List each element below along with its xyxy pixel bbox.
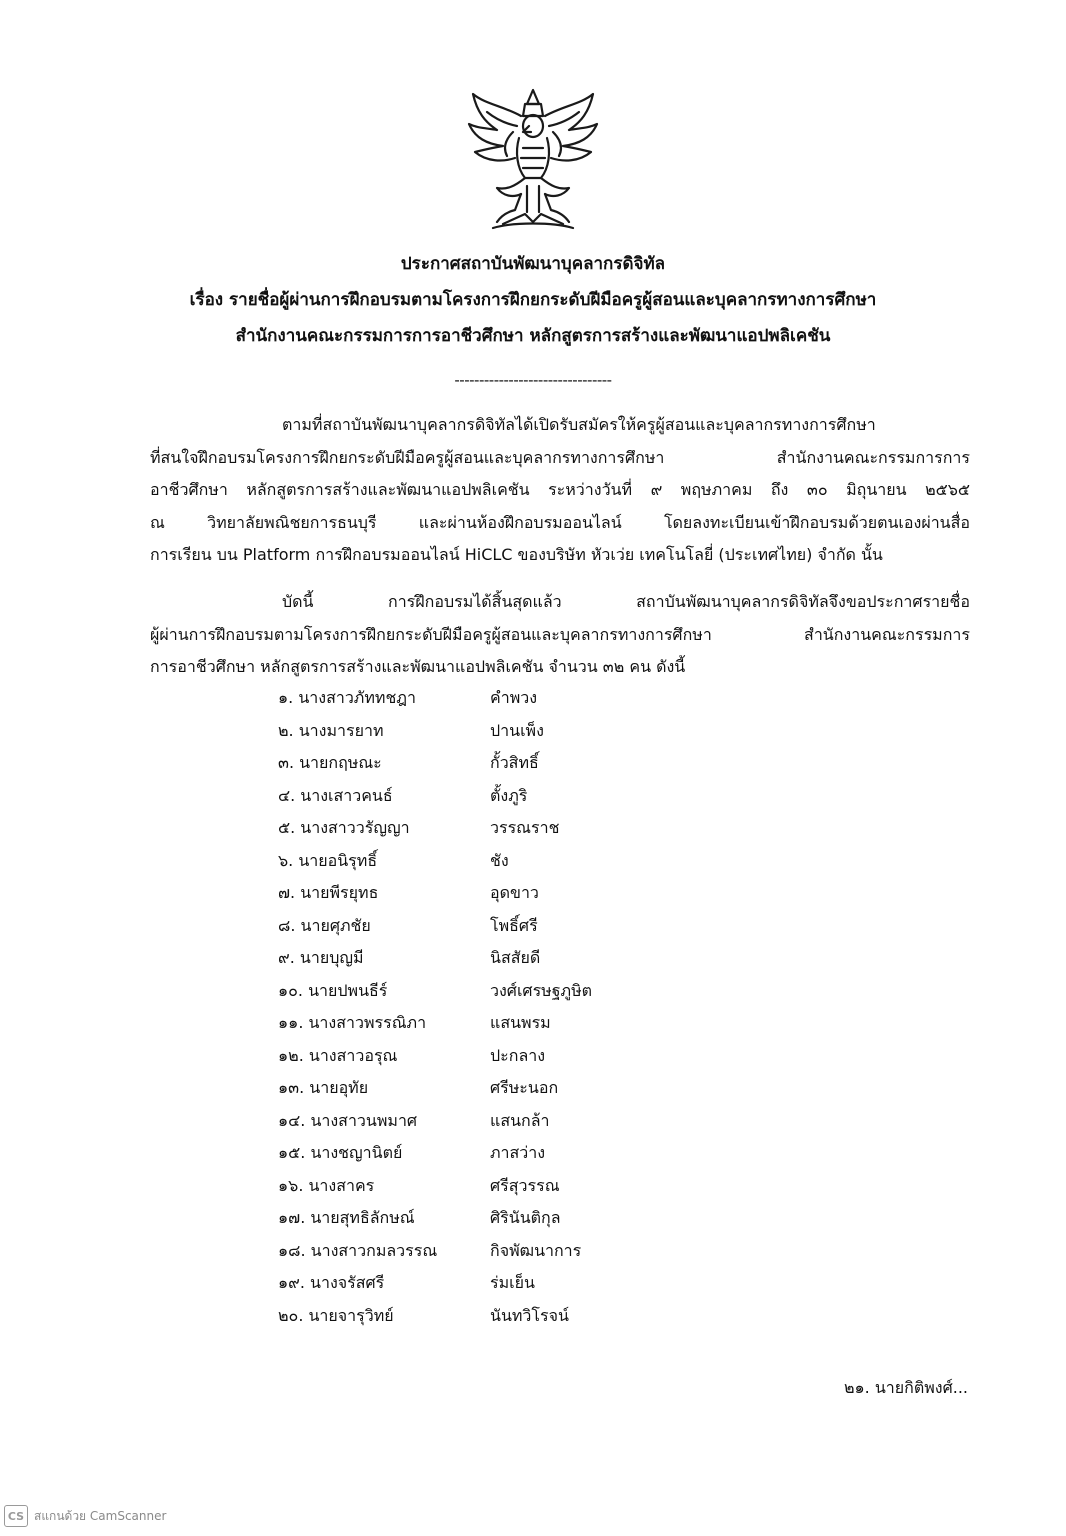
participant-name: ๒๐. นายจารุวิทย์ bbox=[278, 1305, 394, 1325]
camscanner-logo-icon: CS bbox=[4, 1505, 28, 1527]
participant-name: ๑๑. นางสาวพรรณิภา bbox=[278, 1013, 427, 1032]
participant-surname: กิจพัฒนาการ bbox=[490, 1240, 582, 1260]
participant-name: ๔. นางเสาวคนธ์ bbox=[278, 785, 393, 805]
participant-surname: ศรีษะนอก bbox=[490, 1078, 559, 1097]
participant-surname: ภาสว่าง bbox=[490, 1143, 546, 1162]
paragraph-line: ที่สนใจฝึกอบรมโครงการฝึกยกระดับฝีมือครูผู้สอนและบุคลากรทางการศึกษา สำนักงานคณะกรรมการการ bbox=[150, 447, 970, 467]
participant-list bbox=[278, 682, 878, 1332]
participant-name: ๑๓. นายอุทัย bbox=[278, 1078, 369, 1097]
participant-name: ๑๕. นางชญานิตย์ bbox=[278, 1143, 403, 1162]
paragraph-line: ตามที่สถาบันพัฒนาบุคลากรดิจิทัลได้เปิดรับสมัครให้ครูผู้สอนและบุคลากรทางการศึกษา bbox=[282, 415, 876, 434]
list-item bbox=[278, 780, 878, 813]
list-item bbox=[278, 1007, 878, 1040]
paragraph-line: บัดนี้ การฝึกอบรมได้สิ้นสุดแล้ว สถาบันพัฒนาบุคลากรดิจิทัลจึงขอประกาศรายชื่อ bbox=[282, 592, 970, 611]
continuation-marker: ๒๑. นายกิติพงศ์... bbox=[843, 1378, 968, 1397]
participant-name: ๑๙. นางจรัสศรี bbox=[278, 1273, 385, 1292]
participant-surname: อุดขาว bbox=[490, 883, 539, 902]
paragraph-result bbox=[150, 586, 970, 684]
participant-name: ๑๖. นางสาคร bbox=[278, 1175, 375, 1195]
participant-surname: นิสสัยดี bbox=[490, 948, 541, 967]
list-item bbox=[278, 975, 878, 1008]
list-item bbox=[278, 845, 878, 878]
list-item bbox=[278, 812, 878, 845]
participant-surname: แสนพรม bbox=[490, 1013, 551, 1032]
list-item bbox=[278, 682, 878, 715]
paragraph-line: อาชีวศึกษา หลักสูตรการสร้างและพัฒนาแอปพลิเคชัน ระหว่างวันที่ ๙ พฤษภาคม ถึง ๓๐ มิถุนายน ๒๕๖๕ bbox=[150, 480, 970, 499]
participant-name: ๑๒. นางสาวอรุณ bbox=[278, 1045, 398, 1065]
list-item bbox=[278, 1105, 878, 1138]
participant-name: ๙. นายบุญมี bbox=[278, 948, 364, 967]
participant-name: ๑๘. นางสาวกมลวรรณ bbox=[278, 1240, 438, 1260]
list-item bbox=[278, 910, 878, 943]
list-item bbox=[278, 1072, 878, 1105]
participant-surname: ศิรินันติกุล bbox=[490, 1208, 561, 1227]
participant-surname: แสนกล้า bbox=[490, 1110, 550, 1130]
list-item bbox=[278, 715, 878, 748]
list-item bbox=[278, 747, 878, 780]
participant-name: ๓. นายกฤษณะ bbox=[278, 753, 382, 772]
participant-name: ๑๐. นายปพนธีร์ bbox=[278, 980, 388, 1000]
participant-surname: ปะกลาง bbox=[490, 1045, 546, 1065]
paragraph-line: ณ วิทยาลัยพณิชยการธนบุรี และผ่านห้องฝึกอบรมออนไลน์ โดยลงทะเบียนเข้าฝึกอบรมด้วยตนเองผ่านสื่อ bbox=[150, 512, 970, 532]
announcement-subject: เรื่อง รายชื่อผู้ผ่านการฝึกอบรมตามโครงการฝึกยกระดับฝีมือครูผู้สอนและบุคลากรทางการศึกษา bbox=[189, 290, 877, 310]
list-item bbox=[278, 1040, 878, 1073]
participant-name: ๖. นายอนิรุทธิ์ bbox=[278, 850, 378, 870]
participant-surname: คำพวง bbox=[490, 688, 538, 707]
participant-surname: ตั้งภูริ bbox=[490, 785, 528, 805]
divider: -------------------------------- bbox=[454, 371, 612, 389]
announcement-header bbox=[60, 246, 1006, 354]
participant-surname: ปานเพ็ง bbox=[490, 720, 544, 740]
paragraph-line: การเรียน บน Platform การฝึกอบรมออนไลน์ HiCLC ของบริษัท หัวเว่ย เทคโนโลยี่ (ประเทศไทย) จำกัด นั้น bbox=[150, 545, 883, 564]
list-item bbox=[278, 942, 878, 975]
list-item bbox=[278, 1202, 878, 1235]
participant-name: ๒. นางมารยาท bbox=[278, 720, 384, 740]
participant-surname: วงศ์เศรษฐภูษิต bbox=[490, 980, 593, 1000]
list-item bbox=[278, 1137, 878, 1170]
participant-surname: ชัง bbox=[490, 850, 509, 870]
list-item bbox=[278, 1267, 878, 1300]
participant-name: ๕. นางสาววรัญญา bbox=[278, 818, 410, 837]
participant-name: ๑๔. นางสาวนพมาศ bbox=[278, 1110, 418, 1130]
participant-name: ๗. นายพีรยุทธ bbox=[278, 883, 379, 902]
paragraph-line: การอาชีวศึกษา หลักสูตรการสร้างและพัฒนาแอปพลิเคชัน จำนวน ๓๒ คน ดังนี้ bbox=[150, 657, 686, 676]
list-item bbox=[278, 1235, 878, 1268]
announcement-title: ประกาศสถาบันพัฒนาบุคลากรดิจิทัล bbox=[400, 254, 666, 274]
participant-surname: นันทวิโรจน์ bbox=[490, 1305, 569, 1325]
participant-name: ๑๗. นายสุทธิลักษณ์ bbox=[278, 1208, 415, 1227]
announcement-subject-cont: สำนักงานคณะกรรมการการอาชีวศึกษา หลักสูตรการสร้างและพัฒนาแอปพลิเคชัน bbox=[235, 326, 831, 346]
list-item bbox=[278, 1300, 878, 1333]
paragraph-line: ผู้ผ่านการฝึกอบรมตามโครงการฝึกยกระดับฝีมือครูผู้สอนและบุคลากรทางการศึกษา สำนักงานคณะกรรมการ bbox=[150, 624, 970, 644]
scanner-text: สแกนด้วย CamScanner bbox=[34, 1508, 167, 1523]
scanner-watermark bbox=[4, 1505, 166, 1527]
participant-surname: โพธิ์ศรี bbox=[490, 915, 538, 935]
participant-name: ๘. นายศุภชัย bbox=[278, 915, 371, 935]
participant-surname: กั้วสิทธิ์ bbox=[490, 753, 539, 772]
list-item bbox=[278, 877, 878, 910]
garuda-emblem-icon bbox=[462, 82, 604, 232]
paragraph-intro bbox=[150, 409, 970, 572]
participant-surname: วรรณราช bbox=[490, 818, 560, 837]
participant-name: ๑. นางสาวภัททชฎา bbox=[278, 688, 417, 707]
participant-surname: ศรีสุวรรณ bbox=[490, 1175, 560, 1195]
participant-surname: ร่มเย็น bbox=[490, 1273, 535, 1292]
list-item bbox=[278, 1170, 878, 1203]
